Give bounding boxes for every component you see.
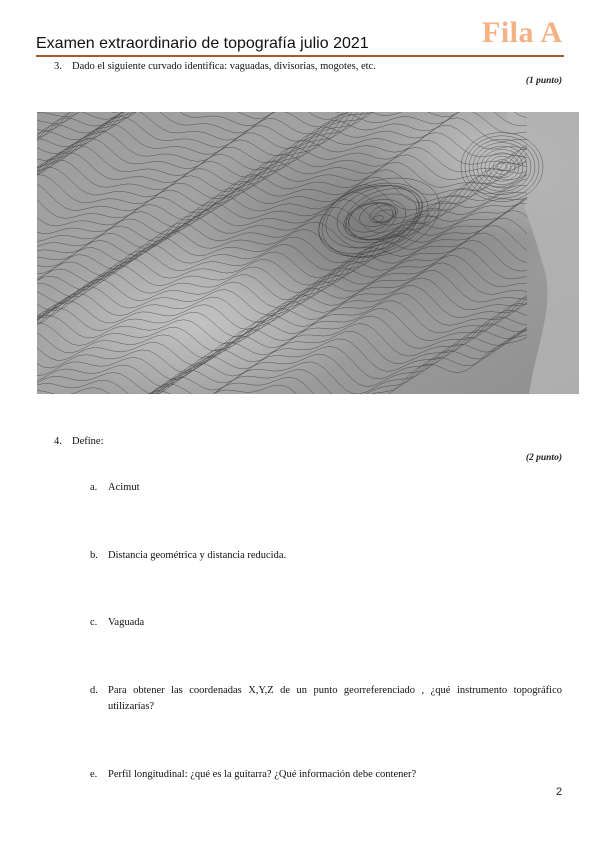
question-4-text: Define: xyxy=(72,436,104,447)
page-number: 2 xyxy=(556,786,563,798)
header-rule xyxy=(36,55,564,57)
question-4 xyxy=(54,436,104,447)
item-letter: d. xyxy=(90,685,98,696)
question-4-item-e xyxy=(90,767,562,783)
item-text: Para obtener las coordenadas X,Y,Z de un punto georreferenciado , ¿qué instrumento topográfico utilizarías? xyxy=(108,685,562,712)
item-letter: c. xyxy=(90,617,98,628)
question-4-item-d xyxy=(90,683,562,715)
question-4-points: (2 punto) xyxy=(525,453,562,463)
item-letter: b. xyxy=(90,550,98,561)
item-text: Perfil longitudinal: ¿qué es la guitarra? ¿Qué información debe contener? xyxy=(108,769,417,780)
item-text: Vaguada xyxy=(108,617,145,628)
question-3-points: (1 punto) xyxy=(525,76,562,86)
question-3-text: Dado el siguiente curvado identifica: vaguadas, divisorias, mogotes, etc. xyxy=(72,61,376,72)
question-3-number: 3. xyxy=(54,61,62,72)
question-3 xyxy=(54,61,376,72)
contour-map-image xyxy=(37,112,579,394)
question-4-item-b xyxy=(90,548,562,564)
exam-title: Examen extraordinario de topografía julio 2021 xyxy=(36,35,369,52)
item-text: Distancia geométrica y distancia reducida. xyxy=(108,550,287,561)
fila-badge: Fila A xyxy=(482,16,563,49)
item-text: Acimut xyxy=(108,482,140,493)
item-letter: a. xyxy=(90,482,98,493)
question-4-item-a xyxy=(90,480,562,496)
question-4-item-c xyxy=(90,615,562,631)
item-letter: e. xyxy=(90,769,98,780)
question-4-number: 4. xyxy=(54,436,62,447)
